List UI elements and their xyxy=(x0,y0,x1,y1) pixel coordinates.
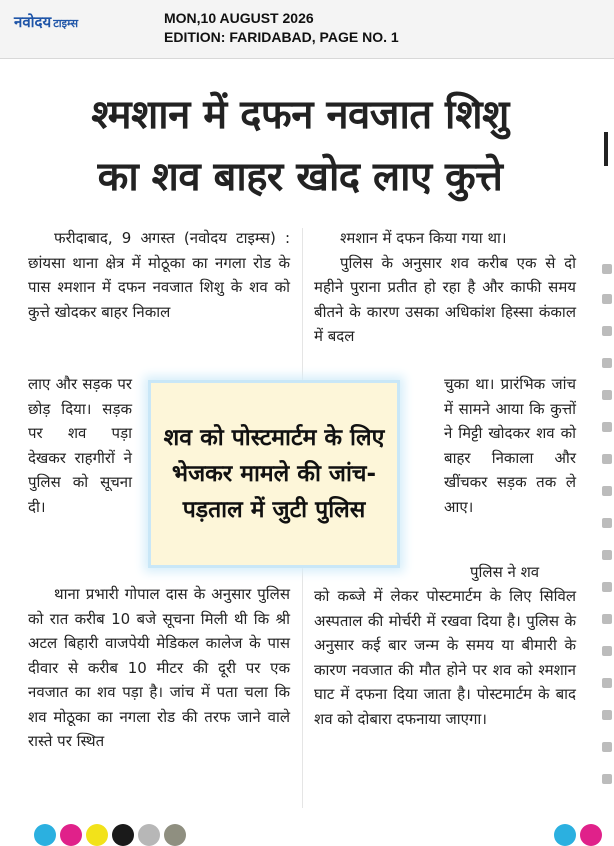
article-paragraph: श्मशान में दफन किया गया था। xyxy=(340,229,507,247)
adjacent-text-fragment xyxy=(602,294,612,304)
registration-mark xyxy=(580,824,602,846)
adjacent-text-fragment xyxy=(602,678,612,688)
adjacent-text-fragment xyxy=(602,422,612,432)
registration-mark xyxy=(164,824,186,846)
adjacent-text-fragment xyxy=(602,390,612,400)
adjacent-text-fragment xyxy=(602,646,612,656)
adjacent-text-fragment xyxy=(602,550,612,560)
adjacent-text-fragment xyxy=(602,486,612,496)
adjacent-text-fragment xyxy=(602,774,612,784)
adjacent-text-fragment xyxy=(602,582,612,592)
edition-info xyxy=(164,9,399,47)
adjacent-text-fragment xyxy=(602,326,612,336)
left-column-wrap xyxy=(28,372,132,519)
article-paragraph: फरीदाबाद, 9 अगस्त (नवोदय टाइम्स) : छांयसा थाना क्षेत्र में मोठूका का नगला रोड के पास श्मशान में दफन नवजात शिशु के शव को कुत्ते खोदकर बाहर निकाल xyxy=(28,229,290,321)
headline-line-2: का शव बाहर खोद लाए कुत्ते xyxy=(97,154,503,200)
article-paragraph: चुका था। प्रारंभिक जांच में सामने आया कि कुत्तों ने मिट्टी खोदकर शव को बाहर निकाला और खींचकर सड़क तक ले आए। xyxy=(444,375,576,516)
adjacent-text-fragment xyxy=(602,710,612,720)
article-headline xyxy=(20,84,580,208)
newspaper-header xyxy=(0,0,614,59)
registration-mark xyxy=(138,824,160,846)
registration-mark xyxy=(554,824,576,846)
adjacent-text-fragment xyxy=(602,742,612,752)
adjacent-article-edge xyxy=(604,132,608,166)
registration-mark xyxy=(60,824,82,846)
article-paragraph: को कब्जे में लेकर पोस्टमार्टम के लिए सिविल अस्पताल की मोर्चरी में रखवा दिया है। पुलिस के अनुसार कई बार जन्म के समय या बीमारी के कारण नवजात की मौत होने पर शव को श्मशान घाट में दफना दिया जाता है। पोस्टमार्टम के बाद शव को दोबारा दफनाया जाएगा। xyxy=(314,587,576,728)
edition-page: EDITION: FARIDABAD, PAGE NO. 1 xyxy=(164,29,399,45)
right-column-bottom xyxy=(314,584,576,731)
registration-mark xyxy=(112,824,134,846)
logo-text: नवोदय xyxy=(14,13,52,31)
registration-mark xyxy=(34,824,56,846)
right-column-top xyxy=(314,226,576,349)
pull-quote-text: शव को पोस्टमार्टम के लिए भेजकर मामले की जांच-पड़ताल में जुटी पुलिस xyxy=(163,425,385,523)
article-paragraph: पुलिस के अनुसार शव करीब एक से दो महीने पुराना प्रतीत हो रहा है और काफी समय बीतने के कारण उसका अधिकांश हिस्सा कंकाल में बदल xyxy=(314,253,576,345)
left-column-bottom xyxy=(28,582,290,754)
adjacent-text-fragment xyxy=(602,264,612,274)
publication-date: MON,10 AUGUST 2026 xyxy=(164,10,314,26)
adjacent-text-fragment xyxy=(602,518,612,528)
registration-mark xyxy=(86,824,108,846)
adjacent-text-fragment xyxy=(602,454,612,464)
adjacent-column-strip xyxy=(592,230,614,830)
right-column-wrap xyxy=(444,372,576,519)
adjacent-text-fragment xyxy=(602,614,612,624)
article-paragraph: लाए और सड़क पर छोड़ दिया। सड़क पर शव पड़ा देखकर राहगीरों ने पुलिस को सूचना दी। xyxy=(28,375,132,516)
pull-quote-box xyxy=(148,380,400,568)
registration-color-bar xyxy=(0,822,614,833)
logo-tag: टाइम्स xyxy=(53,17,79,30)
publication-logo[interactable] xyxy=(14,12,78,32)
article-paragraph: थाना प्रभारी गोपाल दास के अनुसार पुलिस को रात करीब 10 बजे सूचना मिली थी कि श्री अटल बिहारी वाजपेयी मेडिकल कालेज के पास दीवार से करीब 10 मीटर की दूरी पर एक नवजात का शव पड़ा है। जांच में पता चला कि शव मोठूका का नगला रोड की तरफ जाने वाले रास्ते पर स्थित xyxy=(28,585,290,750)
left-column-top xyxy=(28,226,290,324)
right-column-wrap-end xyxy=(470,560,576,585)
article-paragraph: पुलिस ने शव xyxy=(470,563,540,581)
adjacent-text-fragment xyxy=(602,358,612,368)
headline-line-1: श्मशान में दफन नवजात शिशु xyxy=(91,92,509,138)
